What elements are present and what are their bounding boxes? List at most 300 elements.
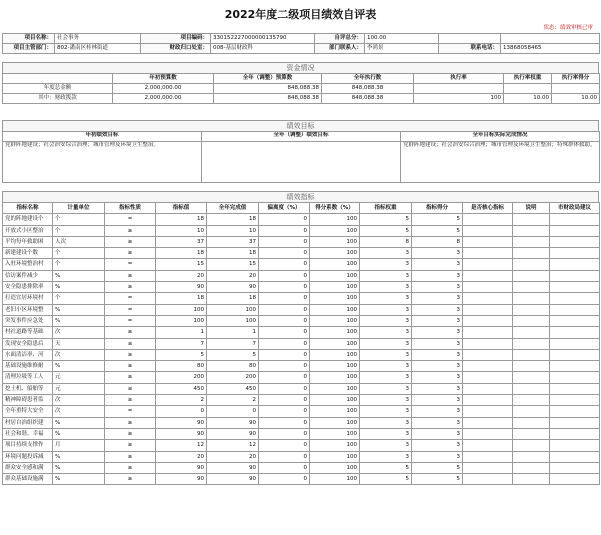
indicator-empty-cell [513, 236, 550, 247]
indicator-dev-cell: 0 [259, 315, 310, 326]
indicator-row [3, 259, 600, 270]
funds-row: 年度总金额 2,000,000.00 848,088.38 848,088.38 [3, 84, 600, 94]
indicator-empty-cell [513, 395, 550, 406]
self-score-label: 自评总分： [315, 34, 365, 44]
indicator-unit-cell: 个 [53, 225, 105, 236]
indicator-score-cell: 5 [412, 462, 463, 473]
indicator-empty-cell [513, 270, 550, 281]
indicator-unit-cell: % [53, 315, 105, 326]
indicator-nature-cell: ≥ [105, 236, 156, 247]
indicator-dev-cell: 0 [259, 270, 310, 281]
indicator-weight-cell: 3 [360, 451, 412, 462]
indicator-dev-cell: 0 [259, 451, 310, 462]
indicator-actual-cell: 5 [207, 349, 259, 360]
indicator-score-cell: 3 [412, 372, 463, 383]
indicator-dev-cell: 0 [259, 225, 310, 236]
indicator-actual-cell: 100 [207, 315, 259, 326]
indicator-row [3, 440, 600, 451]
indicator-empty-cell [513, 361, 550, 372]
indicator-row [3, 372, 600, 383]
indicator-weight-cell: 3 [360, 372, 412, 383]
indicators-header-row: 指标名称 计量单位 指标性质 指标值 全年完成值 偏离度（%） 得分系数（%） 指标权重 指标得分 是否核心指标 说明 市财政局建议 [3, 203, 600, 214]
indicator-empty-cell [463, 338, 513, 349]
indicator-actual-cell: 18 [207, 214, 259, 225]
indicator-score-cell: 3 [412, 451, 463, 462]
indicator-nature-cell: ≥ [105, 395, 156, 406]
indicator-weight-cell: 3 [360, 349, 412, 360]
funds-header: 执行率 [414, 74, 504, 84]
indicator-nature-cell: ≥ [105, 282, 156, 293]
indicator-row [3, 225, 600, 236]
indicator-coef-cell: 100 [310, 236, 360, 247]
indicator-empty-cell [513, 462, 550, 473]
indicator-row [3, 383, 600, 394]
self-score-value: 100.00 [365, 34, 439, 44]
indicator-dev-cell: 0 [259, 361, 310, 372]
indicator-dev-cell: 0 [259, 248, 310, 259]
indicator-dev-cell: 0 [259, 395, 310, 406]
indicator-actual-cell: 20 [207, 270, 259, 281]
indicator-coef-cell: 100 [310, 293, 360, 304]
indicator-target-cell: 1 [156, 327, 207, 338]
indicator-target-cell: 18 [156, 293, 207, 304]
indicator-target-cell: 200 [156, 372, 207, 383]
indicator-unit-cell: 次 [53, 395, 105, 406]
indicator-dev-cell: 0 [259, 304, 310, 315]
indicator-empty-cell [550, 383, 600, 394]
indicator-coef-cell: 100 [310, 248, 360, 259]
indicator-unit-cell: % [53, 282, 105, 293]
indicator-unit-cell: 个 [53, 248, 105, 259]
funds-row: 其中：财政拨款 2,000,000.00 848,088.38 848,088.38 100 10.00 10.00 [3, 94, 600, 104]
indicator-weight-cell: 5 [360, 462, 412, 473]
funds-table [2, 73, 600, 104]
indicator-weight-cell: 3 [360, 304, 412, 315]
indicator-weight-cell: 3 [360, 327, 412, 338]
indicator-name-cell: 老旧小区环境整 [3, 304, 53, 315]
indicator-coef-cell: 100 [310, 315, 360, 326]
indicator-row [3, 327, 600, 338]
funds-header: 执行率得分 [552, 74, 600, 84]
indicator-row [3, 248, 600, 259]
indicator-target-cell: 90 [156, 282, 207, 293]
contact-value: 李鸿景 [365, 44, 439, 54]
indicator-nature-cell: = [105, 293, 156, 304]
indicator-actual-cell: 90 [207, 474, 259, 485]
indicator-empty-cell [550, 293, 600, 304]
indicator-target-cell: 7 [156, 338, 207, 349]
goals-table [2, 131, 600, 183]
indicator-empty-cell [463, 474, 513, 485]
indicator-dev-cell: 0 [259, 282, 310, 293]
indicator-name-cell: 水面清洁率、河 [3, 349, 53, 360]
indicator-empty-cell [513, 304, 550, 315]
indicator-empty-cell [463, 315, 513, 326]
funds-header: 全年执行数 [322, 74, 414, 84]
indicator-unit-cell: % [53, 451, 105, 462]
indicator-empty-cell [463, 440, 513, 451]
indicator-nature-cell: ≥ [105, 270, 156, 281]
indicator-coef-cell: 100 [310, 451, 360, 462]
indicator-empty-cell [550, 406, 600, 417]
indicator-empty-cell [550, 338, 600, 349]
indicator-actual-cell: 18 [207, 293, 259, 304]
indicator-unit-cell: % [53, 474, 105, 485]
indicator-target-cell: 90 [156, 417, 207, 428]
indicator-actual-cell: 80 [207, 361, 259, 372]
indicator-actual-cell: 18 [207, 248, 259, 259]
indicator-actual-cell: 90 [207, 417, 259, 428]
indicator-nature-cell: ≥ [105, 451, 156, 462]
indicator-actual-cell: 100 [207, 304, 259, 315]
indicator-dev-cell: 0 [259, 462, 310, 473]
indicator-unit-cell: 元 [53, 383, 105, 394]
indicator-score-cell: 5 [412, 474, 463, 485]
indicator-empty-cell [550, 440, 600, 451]
indicator-dev-cell: 0 [259, 214, 310, 225]
contact-label: 部门联系人： [315, 44, 365, 54]
indicator-empty-cell [463, 349, 513, 360]
indicator-empty-cell [463, 282, 513, 293]
indicator-weight-cell: 3 [360, 361, 412, 372]
indicator-coef-cell: 100 [310, 417, 360, 428]
indicator-score-cell: 3 [412, 259, 463, 270]
indicator-actual-cell: 90 [207, 428, 259, 439]
indicator-nature-cell: ≥ [105, 349, 156, 360]
indicator-empty-cell [550, 474, 600, 485]
indicator-row [3, 406, 600, 417]
indicator-name-cell: 打造宜居环境村 [3, 293, 53, 304]
indicator-score-cell: 3 [412, 395, 463, 406]
indicator-coef-cell: 100 [310, 349, 360, 360]
indicator-unit-cell: 次 [53, 327, 105, 338]
indicator-target-cell: 90 [156, 462, 207, 473]
info-table [2, 33, 600, 54]
indicator-coef-cell: 100 [310, 327, 360, 338]
indicator-nature-cell: = [105, 214, 156, 225]
phone-label: 联系电话： [439, 44, 501, 54]
indicator-empty-cell [550, 214, 600, 225]
proj-code-label: 项目编码： [141, 34, 211, 44]
indicator-name-cell: 群众安全感和满 [3, 462, 53, 473]
indicator-empty-cell [513, 417, 550, 428]
indicator-coef-cell: 100 [310, 395, 360, 406]
indicator-name-cell: 村社道路等基础 [3, 327, 53, 338]
indicator-target-cell: 12 [156, 440, 207, 451]
indicator-dev-cell: 0 [259, 327, 310, 338]
indicator-name-cell: 基础设施维修耐 [3, 361, 53, 372]
indicator-score-cell: 3 [412, 361, 463, 372]
indicator-target-cell: 0 [156, 406, 207, 417]
indicator-dev-cell: 0 [259, 259, 310, 270]
indicator-target-cell: 20 [156, 270, 207, 281]
indicator-dev-cell: 0 [259, 474, 310, 485]
indicator-nature-cell: = [105, 259, 156, 270]
status-label: 状态：绩效审核已审 [543, 25, 593, 31]
indicator-unit-cell: 次 [53, 406, 105, 417]
indicator-nature-cell: ≥ [105, 372, 156, 383]
dept-label: 项目主管部门： [3, 44, 55, 54]
adjusted-goal-text [202, 142, 401, 183]
indicator-actual-cell: 12 [207, 440, 259, 451]
page-title: 2022年度二级项目绩效自评表 [224, 8, 377, 21]
indicator-empty-cell [463, 361, 513, 372]
indicator-empty-cell [550, 349, 600, 360]
indicator-score-cell: 3 [412, 327, 463, 338]
indicator-actual-cell: 37 [207, 236, 259, 247]
indicator-empty-cell [463, 225, 513, 236]
indicator-coef-cell: 100 [310, 338, 360, 349]
indicator-score-cell: 3 [412, 440, 463, 451]
indicator-coef-cell: 100 [310, 474, 360, 485]
indicator-empty-cell [550, 315, 600, 326]
indicator-dev-cell: 0 [259, 440, 310, 451]
indicator-row [3, 282, 600, 293]
indicator-empty-cell [513, 259, 550, 270]
indicator-nature-cell: = [105, 406, 156, 417]
indicator-name-cell: 环境问题投诉減 [3, 451, 53, 462]
indicator-empty-cell [550, 248, 600, 259]
indicator-unit-cell: % [53, 270, 105, 281]
indicator-name-cell: 信访案件减少 [3, 270, 53, 281]
goals-header: 全年目标实际完成情况 [401, 132, 600, 142]
indicator-coef-cell: 100 [310, 383, 360, 394]
indicator-row [3, 214, 600, 225]
proj-name-label: 项目名称： [3, 34, 55, 44]
indicator-row [3, 293, 600, 304]
indicator-nature-cell: ≤ [105, 338, 156, 349]
indicator-name-cell: 发现安全隐患后 [3, 338, 53, 349]
indicator-weight-cell: 3 [360, 282, 412, 293]
indicator-row [3, 462, 600, 473]
indicator-weight-cell: 5 [360, 214, 412, 225]
goals-section-title: 绩效目标 [2, 120, 599, 131]
indicator-unit-cell: 个 [53, 293, 105, 304]
indicator-score-cell: 3 [412, 406, 463, 417]
indicator-unit-cell: 元 [53, 372, 105, 383]
indicator-nature-cell: ≥ [105, 248, 156, 259]
indicator-unit-cell: % [53, 428, 105, 439]
indicator-empty-cell [463, 451, 513, 462]
indicator-name-cell: 项目持续支撑作 [3, 440, 53, 451]
indicator-dev-cell: 0 [259, 236, 310, 247]
indicator-weight-cell: 3 [360, 315, 412, 326]
indicator-unit-cell: 月 [53, 440, 105, 451]
indicator-coef-cell: 100 [310, 214, 360, 225]
indicator-name-cell: 安全隐患排除率 [3, 282, 53, 293]
indicator-target-cell: 5 [156, 349, 207, 360]
goals-header: 全年（调整）绩效目标 [202, 132, 401, 142]
indicator-empty-cell [513, 214, 550, 225]
funds-header: 执行率权重 [504, 74, 552, 84]
indicator-unit-cell: % [53, 417, 105, 428]
indicator-weight-cell: 3 [360, 248, 412, 259]
finance-label: 财政归口处室： [141, 44, 211, 54]
indicator-coef-cell: 100 [310, 282, 360, 293]
indicator-empty-cell [550, 451, 600, 462]
proj-code-value: 330152227000000135790 [211, 34, 315, 44]
indicator-empty-cell [513, 428, 550, 439]
indicator-unit-cell: 次 [53, 349, 105, 360]
indicator-actual-cell: 90 [207, 462, 259, 473]
indicator-row [3, 304, 600, 315]
indicator-target-cell: 18 [156, 214, 207, 225]
indicator-actual-cell: 1 [207, 327, 259, 338]
indicator-score-cell: 3 [412, 383, 463, 394]
indicator-score-cell: 3 [412, 428, 463, 439]
indicator-target-cell: 20 [156, 451, 207, 462]
indicator-empty-cell [513, 383, 550, 394]
indicator-empty-cell [550, 236, 600, 247]
indicator-nature-cell: ≥ [105, 327, 156, 338]
indicator-actual-cell: 0 [207, 406, 259, 417]
indicator-empty-cell [513, 293, 550, 304]
indicator-target-cell: 90 [156, 428, 207, 439]
indicator-score-cell: 3 [412, 338, 463, 349]
indicator-empty-cell [550, 225, 600, 236]
indicator-actual-cell: 15 [207, 259, 259, 270]
indicator-empty-cell [463, 259, 513, 270]
indicator-name-cell: 突发事件应急处 [3, 315, 53, 326]
indicator-empty-cell [513, 349, 550, 360]
indicator-unit-cell: % [53, 304, 105, 315]
indicator-empty-cell [513, 327, 550, 338]
funds-header: 年初预算数 [113, 74, 214, 84]
indicators-table [2, 202, 600, 485]
indicator-score-cell: 5 [412, 225, 463, 236]
indicator-dev-cell: 0 [259, 428, 310, 439]
indicator-target-cell: 90 [156, 474, 207, 485]
initial-goal-text: 党群阵地建设；社会治安综合治理；城市管理及环境卫生整治。 [3, 142, 202, 183]
indicator-empty-cell [550, 282, 600, 293]
indicator-weight-cell: 3 [360, 428, 412, 439]
indicator-name-cell: 清理垃圾等工人 [3, 372, 53, 383]
indicator-empty-cell [463, 293, 513, 304]
indicator-score-cell: 3 [412, 304, 463, 315]
indicator-actual-cell: 450 [207, 383, 259, 394]
indicator-empty-cell [463, 270, 513, 281]
indicators-section-title: 绩效指标 [2, 191, 599, 202]
indicator-weight-cell: 3 [360, 395, 412, 406]
indicator-weight-cell: 5 [360, 474, 412, 485]
indicator-score-cell: 3 [412, 282, 463, 293]
indicator-empty-cell [463, 428, 513, 439]
indicator-row [3, 270, 600, 281]
indicator-dev-cell: 0 [259, 293, 310, 304]
indicator-row [3, 361, 600, 372]
indicator-coef-cell: 100 [310, 304, 360, 315]
indicator-nature-cell: ≥ [105, 440, 156, 451]
indicator-coef-cell: 100 [310, 440, 360, 451]
indicator-empty-cell [513, 225, 550, 236]
indicator-empty-cell [513, 372, 550, 383]
indicator-name-cell: 村居自治组织建 [3, 417, 53, 428]
indicator-weight-cell: 5 [360, 225, 412, 236]
actual-goal-text: 党群阵地建设；社会治安综合治理；城市管理及环境卫生整治；特殊群体救助。 [401, 142, 600, 183]
indicator-name-cell: 挖土机、船舶等 [3, 383, 53, 394]
indicator-empty-cell [513, 451, 550, 462]
indicator-coef-cell: 100 [310, 372, 360, 383]
indicator-score-cell: 8 [412, 236, 463, 247]
indicator-name-cell: 全年重特大安全 [3, 406, 53, 417]
indicator-weight-cell: 3 [360, 270, 412, 281]
indicator-empty-cell [513, 338, 550, 349]
indicator-name-cell: 平均每年救助困 [3, 236, 53, 247]
indicator-target-cell: 450 [156, 383, 207, 394]
indicator-score-cell: 3 [412, 270, 463, 281]
indicator-actual-cell: 10 [207, 225, 259, 236]
indicator-empty-cell [550, 361, 600, 372]
indicator-empty-cell [463, 417, 513, 428]
indicator-name-cell: 社会和谐、幸福 [3, 428, 53, 439]
indicator-target-cell: 100 [156, 304, 207, 315]
indicator-dev-cell: 0 [259, 338, 310, 349]
indicator-nature-cell: ≥ [105, 361, 156, 372]
indicator-actual-cell: 7 [207, 338, 259, 349]
funds-header [3, 74, 113, 84]
indicator-target-cell: 2 [156, 395, 207, 406]
indicator-name-cell: 新建建设个数 [3, 248, 53, 259]
indicator-target-cell: 100 [156, 315, 207, 326]
indicator-nature-cell: = [105, 304, 156, 315]
indicator-target-cell: 80 [156, 361, 207, 372]
indicator-empty-cell [463, 462, 513, 473]
indicator-row [3, 451, 600, 462]
goals-header: 年初绩效目标 [3, 132, 202, 142]
indicator-empty-cell [550, 395, 600, 406]
indicator-nature-cell: ≥ [105, 428, 156, 439]
indicator-empty-cell [550, 462, 600, 473]
indicator-empty-cell [463, 383, 513, 394]
indicator-empty-cell [513, 440, 550, 451]
indicator-empty-cell [463, 327, 513, 338]
finance-value: 008-基层财政科 [211, 44, 315, 54]
indicator-target-cell: 15 [156, 259, 207, 270]
indicator-row [3, 236, 600, 247]
indicator-target-cell: 18 [156, 248, 207, 259]
indicator-unit-cell: 个 [53, 214, 105, 225]
indicator-unit-cell: 人次 [53, 236, 105, 247]
indicator-actual-cell: 2 [207, 395, 259, 406]
indicator-name-cell: 入驻环境整治村 [3, 259, 53, 270]
indicator-empty-cell [463, 372, 513, 383]
indicator-score-cell: 5 [412, 214, 463, 225]
indicator-empty-cell [513, 248, 550, 259]
indicator-name-cell: 精神障碍患者监 [3, 395, 53, 406]
indicator-dev-cell: 0 [259, 383, 310, 394]
indicator-empty-cell [463, 236, 513, 247]
indicator-dev-cell: 0 [259, 349, 310, 360]
indicator-weight-cell: 3 [360, 417, 412, 428]
indicator-nature-cell: ≤ [105, 383, 156, 394]
indicator-empty-cell [463, 304, 513, 315]
indicator-name-cell: 群众基础设施满 [3, 474, 53, 485]
indicator-nature-cell: ≥ [105, 462, 156, 473]
indicator-coef-cell: 100 [310, 225, 360, 236]
indicator-row [3, 315, 600, 326]
indicator-nature-cell: ≥ [105, 225, 156, 236]
indicator-coef-cell: 100 [310, 428, 360, 439]
indicator-name-cell: 开放式小区整治 [3, 225, 53, 236]
indicator-nature-cell: ≥ [105, 417, 156, 428]
phone-value: 13868058465 [501, 44, 600, 54]
indicator-weight-cell: 3 [360, 338, 412, 349]
indicator-empty-cell [550, 372, 600, 383]
indicator-empty-cell [550, 428, 600, 439]
indicator-actual-cell: 20 [207, 451, 259, 462]
funds-section-title: 资金情况 [2, 62, 599, 73]
indicator-empty-cell [463, 214, 513, 225]
